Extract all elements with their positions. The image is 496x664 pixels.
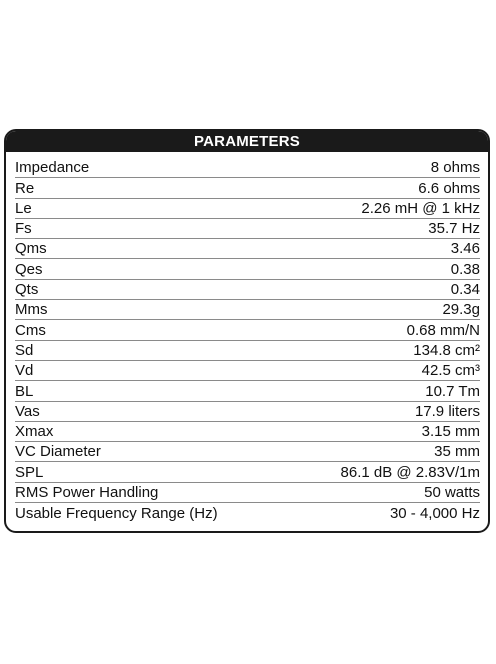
parameter-label: Vd	[15, 362, 34, 380]
parameter-value: 134.8 cm²	[413, 341, 480, 359]
parameters-list	[6, 152, 488, 523]
parameter-row	[15, 402, 480, 422]
parameter-row	[15, 462, 480, 482]
parameters-panel	[4, 129, 490, 533]
parameter-value: 8 ohms	[430, 159, 480, 177]
parameter-value: 0.34	[450, 281, 480, 299]
parameter-label: VC Diameter	[15, 443, 101, 461]
parameter-row	[15, 422, 480, 442]
parameter-value: 10.7 Tm	[425, 382, 480, 400]
parameter-value: 50 watts	[424, 484, 480, 502]
parameter-label: RMS Power Handling	[15, 484, 159, 502]
parameter-row	[15, 259, 480, 279]
parameter-value: 35.7 Hz	[428, 220, 480, 238]
parameter-value: 17.9 liters	[414, 402, 480, 420]
parameter-row	[15, 158, 480, 178]
parameter-row	[15, 280, 480, 300]
parameter-label: Usable Frequency Range (Hz)	[15, 505, 218, 523]
parameter-label: BL	[15, 382, 34, 400]
parameter-value: 0.68 mm/N	[406, 321, 480, 339]
parameter-label: Cms	[15, 321, 46, 339]
parameter-row	[15, 300, 480, 320]
parameter-value: 42.5 cm³	[421, 362, 480, 380]
panel-title: PARAMETERS	[6, 131, 488, 152]
parameter-label: Impedance	[15, 159, 90, 177]
parameter-row	[15, 239, 480, 259]
parameter-row	[15, 320, 480, 340]
parameter-label: Fs	[15, 220, 32, 238]
parameter-row	[15, 341, 480, 361]
parameter-row	[15, 199, 480, 219]
parameter-value: 3.15 mm	[421, 423, 480, 441]
parameter-row	[15, 503, 480, 523]
parameter-value: 0.38	[450, 260, 480, 278]
parameter-row	[15, 442, 480, 462]
parameter-label: Xmax	[15, 423, 54, 441]
parameter-value: 6.6 ohms	[418, 179, 480, 197]
parameter-value: 3.46	[450, 240, 480, 258]
parameter-row	[15, 381, 480, 401]
parameter-label: Sd	[15, 341, 34, 359]
parameter-row	[15, 483, 480, 503]
parameter-label: Qes	[15, 260, 43, 278]
parameter-label: Mms	[15, 301, 48, 319]
parameter-label: Qts	[15, 281, 39, 299]
parameter-label: Qms	[15, 240, 47, 258]
parameter-row	[15, 178, 480, 198]
parameter-label: Le	[15, 199, 32, 217]
parameter-label: SPL	[15, 463, 44, 481]
parameter-value: 2.26 mH @ 1 kHz	[361, 199, 480, 217]
parameter-label: Vas	[15, 402, 40, 420]
parameter-row	[15, 361, 480, 381]
parameter-row	[15, 219, 480, 239]
parameter-value: 29.3g	[442, 301, 480, 319]
parameter-value: 35 mm	[434, 443, 480, 461]
parameter-value: 86.1 dB @ 2.83V/1m	[340, 463, 480, 481]
parameter-label: Re	[15, 179, 35, 197]
parameter-value: 30 - 4,000 Hz	[389, 505, 480, 523]
